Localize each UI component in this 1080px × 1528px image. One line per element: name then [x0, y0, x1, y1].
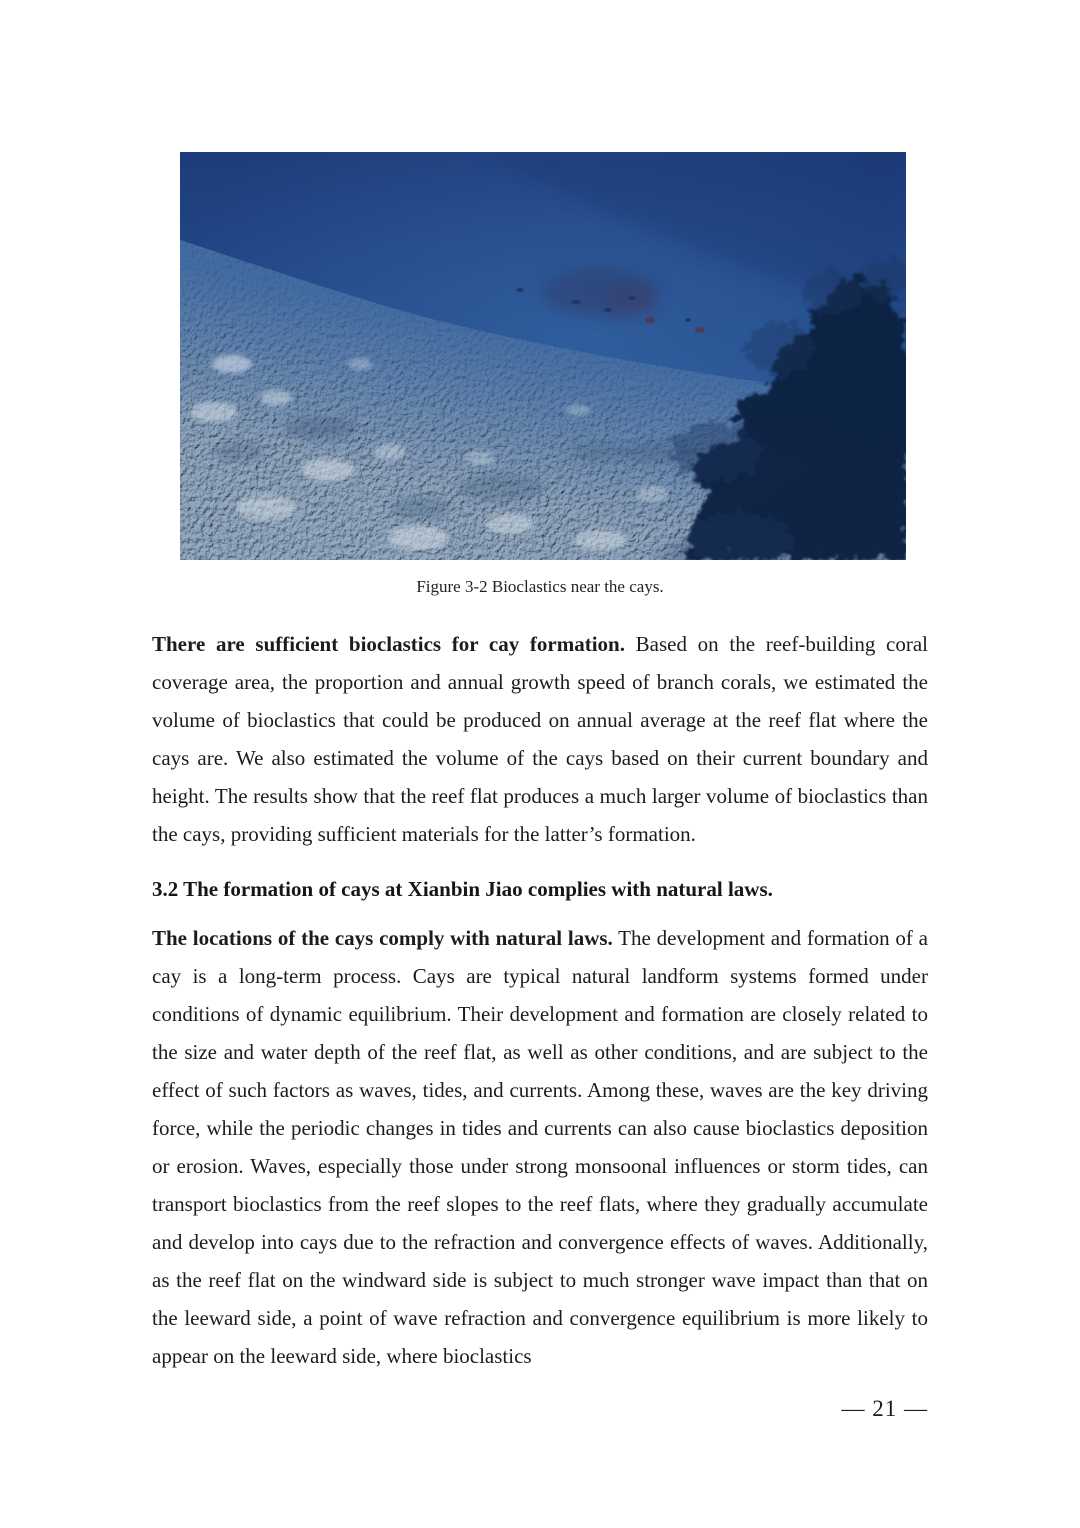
- underwater-photo: [180, 152, 906, 560]
- paragraph-cay-locations: [152, 919, 928, 1375]
- paragraph-1-body: Based on the reef-building coral coverage area, the proportion and annual growth speed of branch corals, we estimated the volume of bioclastics that could be produced on annual average at the reef flat where the cays are. We also estimated the volume of the cays based on their current boundary and height. The results show that the reef flat produces a much larger volume of bioclastics than the cays, providing sufficient materials for the latter’s formation.: [152, 632, 928, 846]
- section-heading-3-2: 3.2 The formation of cays at Xianbin Jiao complies with natural laws.: [152, 877, 773, 901]
- midwater-smudge: [542, 268, 658, 316]
- paragraph-1-lead: There are sufficient bioclastics for cay formation.: [152, 632, 625, 656]
- figure-caption: Figure 3-2 Bioclastics near the cays.: [416, 577, 664, 596]
- paragraph-2-body: The development and formation of a cay is a long-term process. Cays are typical natural landform systems formed under conditions of dynamic equilibrium. Their development and formation are closely related to the size and water depth of the reef flat, as well as other conditions, and are subject to the effect of such factors as waves, tides, and currents. Among these, waves are the key driving force, while the periodic changes in tides and currents can also cause bioclastics deposition or erosion. Waves, especially those under strong monsoonal influences or storm tides, can transport bioclastics from the reef slopes to the reef flats, where they gradually accumulate and develop into cays due to the refraction and convergence effects of waves. Additionally, as the reef flat on the windward side is subject to much stronger wave impact than that on the leeward side, a point of wave refraction and convergence equilibrium is more likely to appear on the leeward side, where bioclastics: [152, 926, 929, 1368]
- paragraph-bioclastics-sufficiency: [152, 625, 928, 853]
- paragraph-2-lead: The locations of the cays comply with natural laws.: [152, 926, 613, 950]
- page-number: — 21 —: [841, 1396, 928, 1421]
- figure-photo: [180, 152, 906, 560]
